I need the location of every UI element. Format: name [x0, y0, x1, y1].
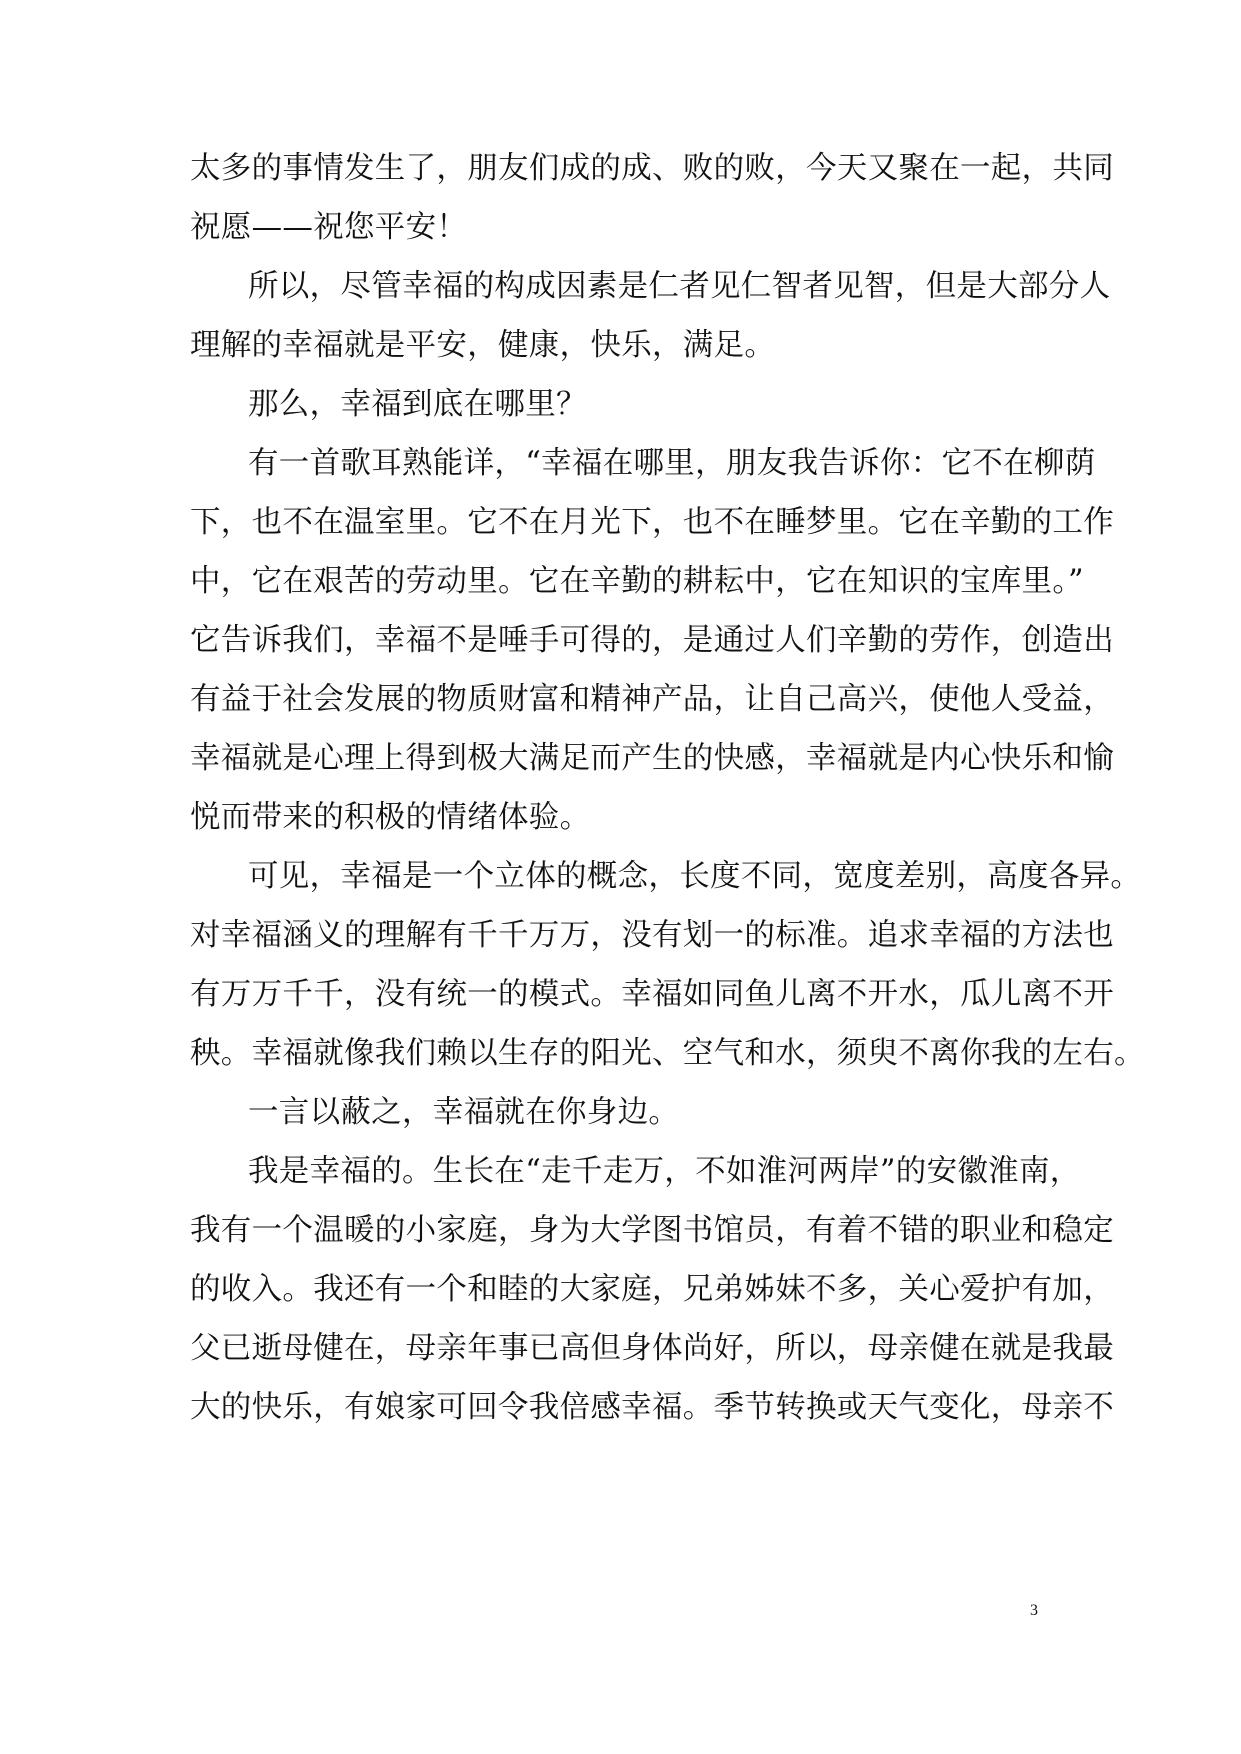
text-line-10: 有益于社会发展的物质财富和精神产品，让自己高兴，使他人受益， — [190, 682, 1114, 717]
text-line-8: 中，它在艰苦的劳动里。它在辛勤的耕耘中，它在知识的宝库里。” — [190, 564, 1084, 599]
text-line-9: 它告诉我们，幸福不是唾手可得的，是通过人们辛勤的劳作，创造出 — [190, 623, 1114, 658]
text-line-12: 悦而带来的积极的情绪体验。 — [190, 800, 591, 835]
text-line-3: 所以，尽管幸福的构成因素是仁者见仁智者见智，但是大部分人 — [248, 269, 1111, 304]
text-line-13: 可见，幸福是一个立体的概念，长度不同，宽度差别，高度各异。 — [248, 859, 1142, 894]
text-line-2: 祝愿——祝您平安！ — [190, 210, 468, 245]
text-line-16: 秧。幸福就像我们赖以生存的阳光、空气和水，须臾不离你我的左右。 — [190, 1036, 1145, 1071]
text-line-6: 有一首歌耳熟能详，“幸福在哪里，朋友我告诉你：它不在柳荫 — [248, 446, 1096, 481]
page-number: 3 — [1030, 1602, 1038, 1619]
text-line-21: 父已逝母健在，母亲年事已高但身体尚好，所以，母亲健在就是我最 — [190, 1331, 1114, 1366]
text-line-7: 下，也不在温室里。它不在月光下，也不在睡梦里。它在辛勤的工作 — [190, 505, 1114, 540]
text-line-15: 有万万千千，没有统一的模式。幸福如同鱼儿离不开水，瓜儿离不开 — [190, 977, 1114, 1012]
text-line-19: 我有一个温暖的小家庭，身为大学图书馆员，有着不错的职业和稳定 — [190, 1213, 1114, 1248]
text-line-22: 大的快乐，有娘家可回令我倍感幸福。季节转换或天气变化，母亲不 — [190, 1390, 1114, 1425]
text-line-20: 的收入。我还有一个和睦的大家庭，兄弟姊妹不多，关心爱护有加， — [190, 1272, 1114, 1307]
text-line-18: 我是幸福的。生长在“走千走万，不如淮河两岸”的安徽淮南， — [248, 1154, 1081, 1189]
text-line-5: 那么，幸福到底在哪里？ — [248, 387, 587, 422]
text-line-1: 太多的事情发生了，朋友们成的成、败的败，今天又聚在一起，共同 — [190, 151, 1114, 186]
text-line-4: 理解的幸福就是平安，健康，快乐，满足。 — [190, 328, 776, 363]
text-line-17: 一言以蔽之，幸福就在你身边。 — [248, 1095, 680, 1130]
text-line-11: 幸福就是心理上得到极大满足而产生的快感，幸福就是内心快乐和愉 — [190, 741, 1114, 776]
text-line-14: 对幸福涵义的理解有千千万万，没有划一的标准。追求幸福的方法也 — [190, 918, 1114, 953]
